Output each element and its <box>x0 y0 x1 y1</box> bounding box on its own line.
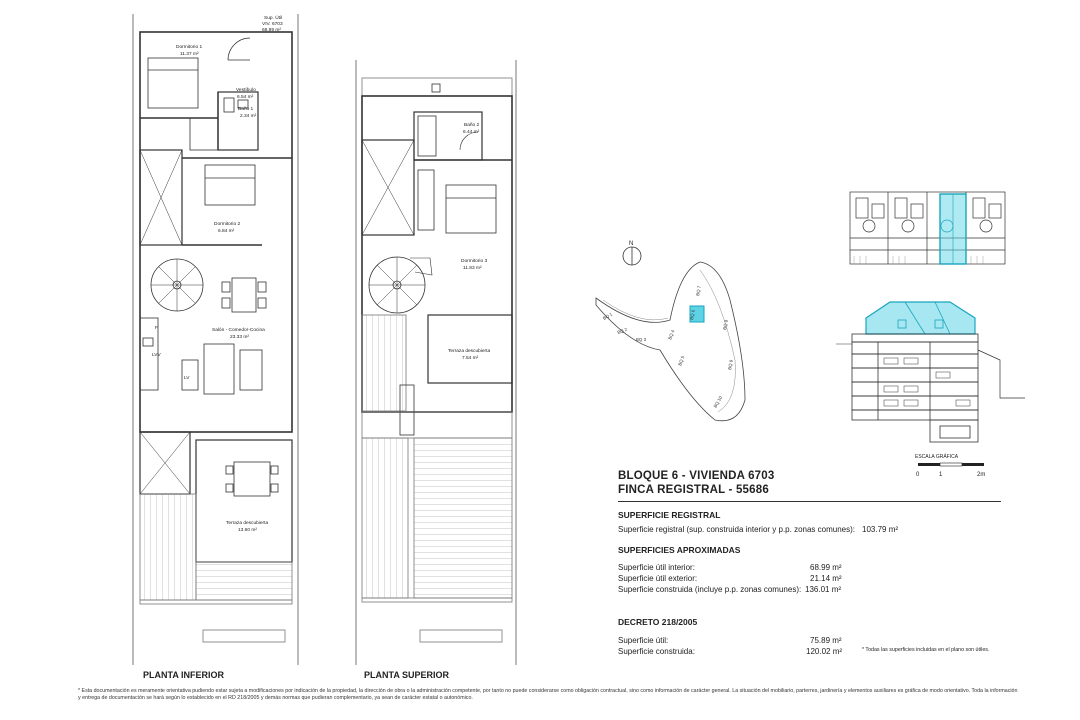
block-bq7: BQ 7 <box>695 285 702 297</box>
key-plan <box>850 192 1005 264</box>
room-vestibulo-area: 6.54 m² <box>237 95 254 100</box>
surfaces-note: * Todas las superficies incluidas en el plano son útiles. <box>862 647 990 653</box>
room-salon-area: 23.33 m² <box>230 335 249 340</box>
decreto-value-1: 120.02 m² <box>806 647 843 656</box>
scale-tick-0: 0 <box>916 472 920 478</box>
registral-header: SUPERFICIE REGISTRAL <box>618 510 721 520</box>
room-dormitorio1-area: 11.37 m² <box>180 52 199 57</box>
plan-lower-title: PLANTA INFERIOR <box>143 670 224 680</box>
decreto-label-0: Superficie útil: <box>618 636 669 645</box>
block-bq4: BQ 4 <box>667 329 676 341</box>
plan-lower <box>133 14 298 665</box>
decreto-value-0: 75.89 m² <box>810 636 842 645</box>
site-map <box>596 241 745 421</box>
scale-tick-1: 1 <box>939 472 943 478</box>
block-bq8: BQ 8 <box>722 319 729 331</box>
plan-upper-labels <box>448 122 490 361</box>
room-salon: Salón - Comedor-Cocina <box>212 328 265 333</box>
decreto-label-1: Superficie construida: <box>618 647 695 656</box>
label-lv: LV <box>184 376 190 381</box>
title-line2: FINCA REGISTRAL - 55686 <box>618 484 769 496</box>
label-lvv: LVV <box>152 353 161 358</box>
aprox-header: SUPERFICIES APROXIMADAS <box>618 545 741 555</box>
aprox-value-2: 136.01 m² <box>805 585 842 594</box>
sup-util-area: 68.99 m² <box>262 28 281 33</box>
room-dormitorio3: Dormitorio 3 <box>461 259 488 264</box>
room-dormitorio2: Dormitorio 2 <box>214 222 241 227</box>
block-bq3: BQ 3 <box>636 337 647 342</box>
room-bano1: Baño 1 <box>238 107 254 112</box>
room-bano2: Baño 2 <box>464 123 480 128</box>
aprox-label-0: Superficie útil interior: <box>618 563 695 572</box>
block-bq9: BQ 9 <box>727 359 734 371</box>
aprox-value-1: 21.14 m² <box>810 574 842 583</box>
scale-label: ESCALA GRÁFICA <box>915 454 959 460</box>
room-dormitorio2-area: 6.84 m² <box>218 229 235 234</box>
section-drawing <box>836 302 1025 442</box>
room-bano2-area: 6.44 m² <box>463 130 480 135</box>
aprox-value-0: 68.99 m² <box>810 563 842 572</box>
decreto-header: DECRETO 218/2005 <box>618 617 698 627</box>
room-dormitorio3-area: 11.83 m² <box>463 266 482 271</box>
scale-bar <box>915 453 985 478</box>
footer-disclaimer: * Esta documentación es meramente orientativa pudiendo estar sujeta a modificaciones por indicación de la propiedad, la dirección de obra o la administración competente, por tanto no puede considerarse como obligación contractual, sino como información de carácter general. La situación del mobiliario, parterres, jardinería y elementos auxiliares es gráfica de modo orientativo. Toda la información y entrega de documentación se hará según lo establecido en el RD 218/2005 y demás normas que pudieran complementario, ya sean de carácter estatal o autonómico. <box>78 688 1018 701</box>
scale-tick-2: 2m <box>977 472 986 478</box>
plan-upper-title: PLANTA SUPERIOR <box>364 670 450 680</box>
label-f: F <box>155 326 158 331</box>
room-vestibulo: Vestíbulo <box>236 88 256 93</box>
north-label: N <box>629 241 634 247</box>
title-line1: BLOQUE 6 - VIVIENDA 6703 <box>618 470 775 482</box>
room-terraza-lower-area: 13.60 m² <box>238 528 257 533</box>
room-terraza-lower: Terraza descubierta <box>226 521 269 526</box>
block-bq6: BQ 6 <box>689 309 696 321</box>
block-bq2: BQ 2 <box>616 326 628 335</box>
room-dormitorio1: Dormitorio 1 <box>176 45 203 50</box>
aprox-label-2: Superficie construida (incluye p.p. zonas comunes): <box>618 585 802 594</box>
plan-upper <box>356 60 516 665</box>
sup-util-label: Sup. Útil <box>264 16 283 21</box>
block-bq10: BQ 10 <box>712 395 724 409</box>
room-terraza-upper-area: 7.54 m² <box>462 356 479 361</box>
registral-label: Superficie registral (sup. construida interior y p.p. zonas comunes): <box>618 525 855 534</box>
block-bq5: BQ 5 <box>677 355 686 367</box>
room-bano1-area: 2.34 m² <box>240 114 257 119</box>
sup-util-code: VIV. 6703 <box>262 22 283 27</box>
block-bq1: BQ 1 <box>602 311 614 321</box>
registral-value: 103.79 m² <box>862 525 899 534</box>
aprox-label-1: Superficie útil exterior: <box>618 574 698 583</box>
divider <box>618 501 1001 502</box>
room-terraza-upper: Terraza descubierta <box>448 349 491 354</box>
